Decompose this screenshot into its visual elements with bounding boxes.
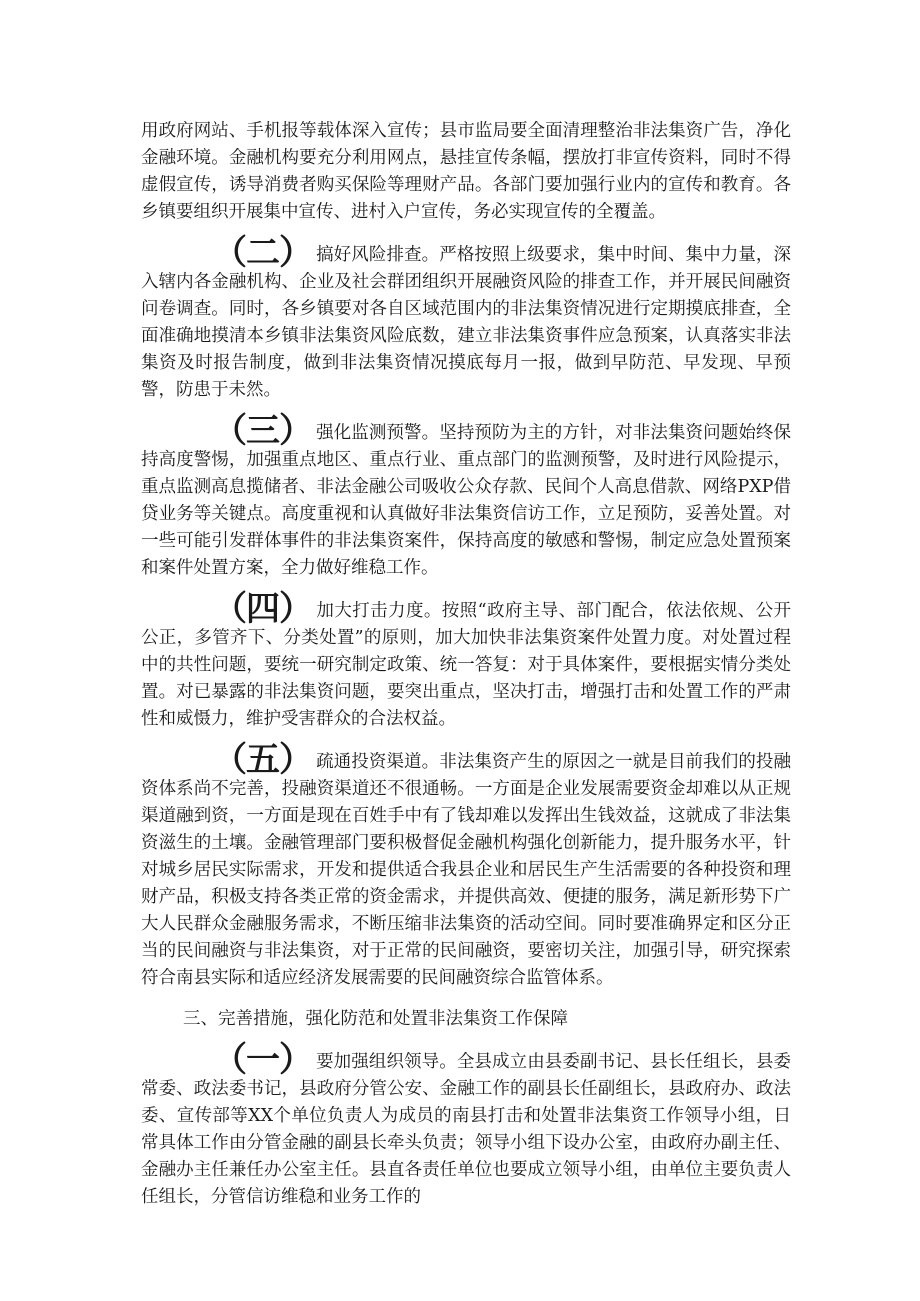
item-marker: （五） [213, 740, 312, 780]
item-three [141, 411, 791, 582]
item-marker: （一） [213, 1040, 312, 1080]
item-four [141, 589, 791, 733]
document-page [141, 118, 791, 1211]
item-text: 疏通投资渠道。非法集资产生的原因之一就是目前我们的投融资体系尚不完善，投融资渠道还不很通畅。一方面是企业发展需要资金却难以从正规渠道融到资，一方面是现在百姓手中有了钱却难以发挥出生钱效益，这就成了非法集资滋生的土壤。金融管理部门要积极督促金融机构强化创新能力，提升服务水平，针对城乡居民实际需求，开发和提供适合我县企业和居民生产生活需要的各种投资和理财产品，积极支持各类正常的资金需求，并提供高效、便捷的服务，满足新形势下广大人民群众金融服务需求，不断压缩非法集资的活动空间。同时要准确界定和区分正当的民间融资与非法集资，对于正常的民间融资，要密切关注，加强引导，研究探索符合南县实际和适应经济发展需要的民间融资综合监管体系。 [141, 752, 791, 988]
item-five [141, 740, 791, 992]
item-text: 加大打击力度。按照“政府主导、部门配合，依法依规、公开公正，多管齐下、分类处置”的原则，加大加快非法集资案件处置力度。对处置过程中的共性问题，要统一研究制定政策、统一答复：对于具体案件，要根据实情分类处置。对已暴露的非法集资问题，要突出重点，坚决打击，增强打击和处置工作的严肃性和威慑力，维护受害群众的合法权益。 [141, 601, 791, 729]
item-marker: （三） [213, 411, 312, 451]
item-text: 搞好风险排查。严格按照上级要求，集中时间、集中力量，深入辖内各金融机构、企业及社会群团组织开展融资风险的排查工作，并开展民间融资问卷调查。同时，各乡镇要对各自区域范围内的非法集资情况进行定期摸底排查，全面准确地摸清本乡镇非法集资风险底数，建立非法集资事件应急预案，认真落实非法集资及时报告制度，做到非法集资情况摸底每月一报，做到早防范、早发现、早预警，防患于未然。 [141, 245, 791, 400]
intro-paragraph: 用政府网站、手机报等载体深入宣传；县市监局要全面清理整治非法集资广告，净化金融环境。金融机构要充分利用网点，悬挂宣传条幅，摆放打非宣传资料，同时不得虚假宣传，诱导消费者购买保险等理财产品。各部门要加强行业内的宣传和教育。各乡镇要组织开展集中宣传、进村入户宣传，务必实现宣传的全覆盖。 [141, 121, 791, 222]
item-marker: （四） [213, 589, 312, 629]
final-item-one [141, 1040, 791, 1211]
item-two [141, 233, 791, 404]
item-marker: （二） [213, 233, 312, 273]
spacer [141, 992, 791, 1006]
item-text: 要加强组织领导。全县成立由县委副书记、县长任组长，县委常委、政法委书记，县政府分管公安、金融工作的副县长任副组长，县政府办、政法委、宣传部等XX个单位负责人为成员的南县打击和处置非法集资工作领导小组，日常具体工作由分管金融的副县长牵头负责；领导小组下设办公室，由政府办副主任、金融办主任兼任办公室主任。县直各责任单位也要成立领导小组，由单位主要负责人任组长，分管信访维稳和业务工作的 [141, 1052, 791, 1207]
item-text: 强化监测预警。坚持预防为主的方针，对非法集资问题始终保持高度警惕，加强重点地区、重点行业、重点部门的监测预警，及时进行风险提示，重点监测高息揽储者、非法金融公司吸收公众存款、民间个人高息借款、网络PXP借贷业务等关键点。高度重视和认真做好非法集资信访工作，立足预防，妥善处置。对一些可能引发群体事件的非法集资案件，保持高度的敏感和警惕，制定应急处置预案和案件处置方案，全力做好维稳工作。 [141, 423, 791, 578]
section-three-heading: 三、完善措施，强化防范和处置非法集资工作保障 [183, 1009, 568, 1029]
